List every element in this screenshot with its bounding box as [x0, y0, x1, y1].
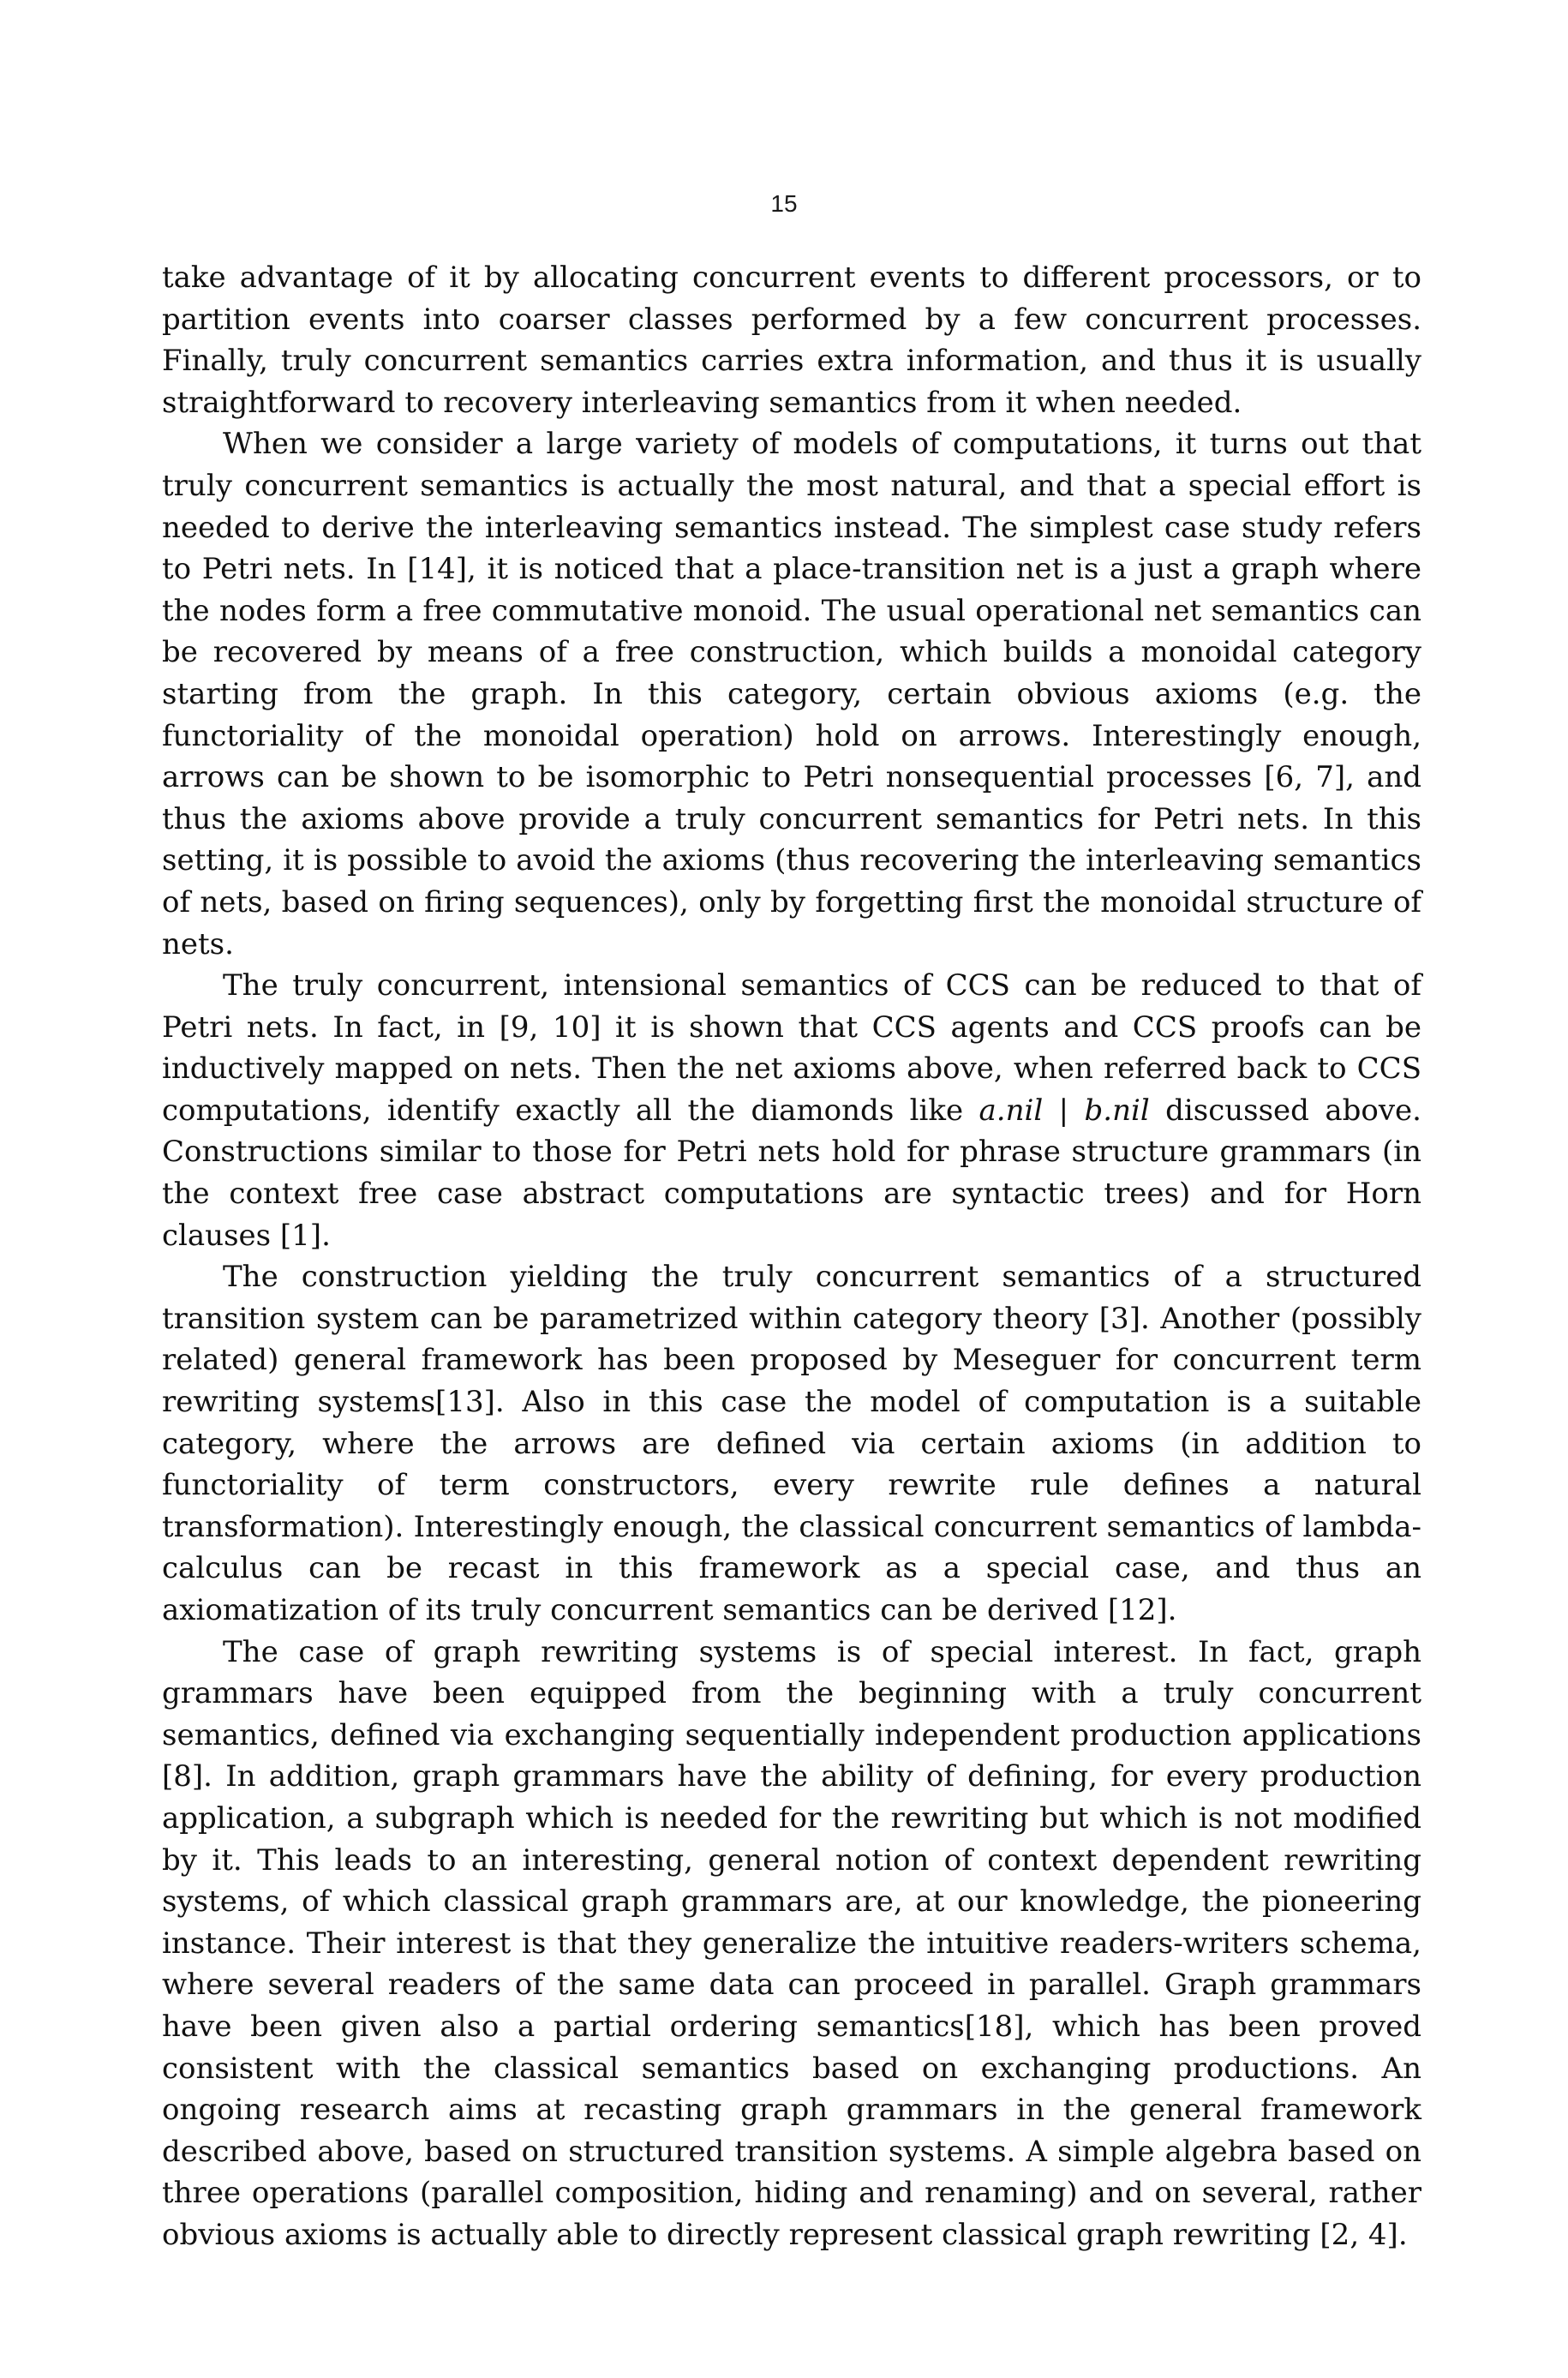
math-a-nil: a.nil: [979, 1093, 1044, 1128]
paragraph-1: take advantage of it by allocating concurrent events to different processors, or to partition events into coarser classes performed by a few concurrent processes. Finally, truly concurrent semantics carries extra information, and thus it is usually straightforward to recovery interleaving semantics from it when needed.: [162, 261, 1421, 420]
paragraph-3: [162, 965, 1421, 1256]
page-number: 15: [770, 190, 798, 217]
math-b-nil: b.nil: [1084, 1093, 1150, 1128]
paragraph-2: When we consider a large variety of models of computations, it turns out that truly concurrent semantics is actually the most natural, and that a special effort is needed to derive the interleaving semantics instead. The simplest case study refers to Petri nets. In [14], it is noticed that a place-transition net is a just a graph where the nodes form a free commutative monoid. The usual operational net semantics can be recovered by means of a free construction, which builds a monoidal category starting from the graph. In this category, certain obvious axioms (e.g. the functoriality of the monoidal operation) hold on arrows. Interestingly enough, arrows can be shown to be isomorphic to Petri nonsequential processes [6, 7], and thus the axioms above provide a truly concurrent semantics for Petri nets. In this setting, it is possible to avoid the axioms (thus recovering the interleaving semantics of nets, based on firing sequences), only by forgetting first the monoidal structure of nets.: [162, 427, 1421, 961]
paragraph-3-text-after: discussed above. Constructions similar to those for Petri nets hold for phrase structure grammars (in the context free case abstract computations are syntactic trees) and for Horn clauses [1].: [162, 1093, 1421, 1253]
paragraph-4: The construction yielding the truly concurrent semantics of a structured transition system can be parametrized within category theory [3]. Another (possibly related) general framework has been proposed by Meseguer for concurrent term rewriting systems[13]. Also in this case the model of computation is a suitable category, where the arrows are defined via certain axioms (in addition to functoriality of term constructors, every rewrite rule defines a natural transformation). Interestingly enough, the classical concurrent semantics of lambda-calculus can be recast in this framework as a special case, and thus an axiomatization of its truly concurrent semantics can be derived [12].: [162, 1260, 1421, 1627]
parallel-bar: |: [1043, 1093, 1085, 1128]
paragraph-5: The case of graph rewriting systems is of special interest. In fact, graph grammars have been equipped from the beginning with a truly concurrent semantics, defined via exchanging sequentially independent production applications [8]. In addition, graph grammars have the ability of defining, for every production application, a subgraph which is needed for the rewriting but which is not modified by it. This leads to an interesting, general notion of context dependent rewriting systems, of which classical graph grammars are, at our knowledge, the pioneering instance. Their interest is that they generalize the intuitive readers-writers schema, where several readers of the same data can proceed in parallel. Graph grammars have been given also a partial ordering semantics[18], which has been proved consistent with the classical semantics based on exchanging productions. An ongoing research aims at recasting graph grammars in the general framework described above, based on structured transition systems. A simple algebra based on three operations (parallel composition, hiding and renaming) and on several, rather obvious axioms is actually able to directly represent classical graph rewriting [2, 4].: [162, 1634, 1421, 2252]
paragraph-3-text-before: The truly concurrent, intensional semantics of CCS can be reduced to that of Petri nets. In fact, in [9, 10] it is shown that CCS agents and CCS proofs can be inductively mapped on nets. Then the net axioms above, when referred back to CCS computations, identify exactly all the diamonds like: [162, 968, 1421, 1128]
body-text: [162, 257, 1421, 2256]
